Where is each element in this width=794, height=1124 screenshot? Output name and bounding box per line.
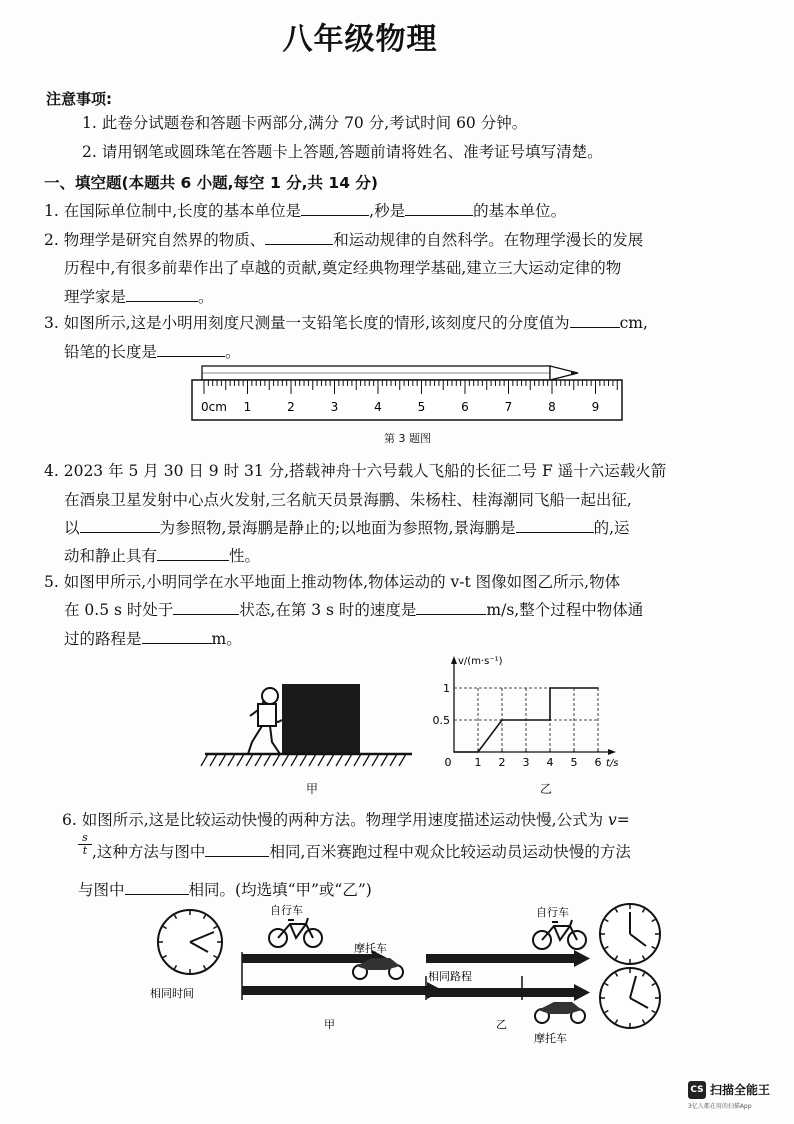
scanner-tagline: 3亿人都在用的扫描App (688, 1102, 752, 1110)
person-pushing (248, 688, 282, 754)
motorbike-label: 摩托车 (534, 1032, 567, 1045)
question-4-line-2: 在酒泉卫星发射中心点火发射,三名航天员景海鹏、朱杨柱、桂海潮同飞船一起出征, (64, 491, 632, 509)
question-6-line-2: ,这种方法与图中 相同,百米赛跑过程中观众比较运动员运动快慢的方法 (92, 843, 631, 861)
answer-blank[interactable] (80, 518, 160, 533)
data-point (477, 751, 479, 753)
ruler-tick-label: 5 (417, 400, 426, 414)
answer-blank[interactable] (516, 518, 594, 533)
ruler-tick-label: 6 (461, 400, 469, 414)
ruler-tick-label: 3 (330, 400, 339, 414)
question-6-line-1: 6. 如图所示,这是比较运动快慢的两种方法。物理学用速度描述运动快慢,公式为 v= (62, 811, 630, 829)
push-box-figure (200, 670, 420, 780)
y-axis-label: v/(m·s⁻¹) (458, 656, 503, 667)
question-3-line-2: 铅笔的长度是 。 (64, 343, 241, 361)
ruler-tick-label: 8 (548, 400, 556, 414)
y-tick-label: 1 (443, 682, 450, 695)
formula-fraction: s t (78, 832, 92, 857)
x-tick-label: 1 (474, 756, 482, 769)
answer-blank[interactable] (301, 201, 369, 216)
vt-chart (432, 640, 640, 775)
answer-blank[interactable] (173, 600, 239, 615)
figure-yi-label: 乙 (540, 782, 553, 796)
x-tick-label: 6 (594, 756, 602, 769)
question-4-line-4: 动和静止具有 性。 (64, 547, 261, 565)
answer-blank[interactable] (570, 313, 620, 328)
answer-blank[interactable] (205, 842, 269, 857)
notice-item-1: 1. 此卷分试题卷和答题卡两部分,满分 70 分,考试时间 60 分钟。 (82, 114, 528, 132)
data-point (453, 751, 455, 753)
data-point (525, 719, 527, 721)
x-tick-label: 2 (498, 756, 506, 769)
clock-icon (600, 904, 660, 964)
ruler-figure (190, 358, 630, 428)
clock-icon (158, 910, 222, 974)
figure-jia-label: 甲 (306, 782, 319, 796)
question-4-line-1: 4. 2023 年 5 月 30 日 9 时 31 分,搭载神舟十六号载人飞船的长征二号 F 遥十六运载火箭 (44, 462, 667, 480)
x-tick-label: 3 (522, 756, 530, 769)
answer-blank[interactable] (157, 342, 225, 357)
ruler-tick-label: 1 (243, 400, 252, 414)
x-axis-label: t/s (606, 758, 619, 769)
question-3-line-1: 3. 如图所示,这是小明用刻度尺测量一支铅笔长度的情形,该刻度尺的分度值为 cm, (44, 314, 648, 332)
notice-item-2: 2. 请用钢笔或圆珠笔在答题卡上答题,答题前请将姓名、准考证号填写清楚。 (82, 143, 603, 161)
same-time-label: 相同时间 (150, 987, 194, 1000)
question-5-line-1: 5. 如图甲所示,小明同学在水平地面上推动物体,物体运动的 v-t 图像如图乙所示,物体 (44, 573, 621, 591)
cs-logo-icon: CS (688, 1081, 706, 1099)
page-title: 八年级物理 (282, 22, 438, 57)
answer-blank[interactable] (265, 230, 333, 245)
section-heading: 一、填空题(本题共 6 小题,每空 1 分,共 14 分) (44, 174, 378, 192)
notice-heading: 注意事项: (46, 90, 112, 108)
bicycle-label: 自行车 (270, 904, 303, 917)
arrows-jia (242, 950, 443, 1000)
scanner-name: 扫描全能王 (710, 1083, 771, 1097)
motorbike-icon (535, 1002, 585, 1023)
question-2-line-1: 2. 物理学是研究自然界的物质、 和运动规律的自然科学。在物理学漫长的发展 (44, 231, 644, 249)
clock-icon (600, 968, 660, 1028)
answer-blank[interactable] (416, 600, 486, 615)
data-point (501, 719, 503, 721)
question-2-line-2: 历程中,有很多前辈作出了卓越的贡献,奠定经典物理学基础,建立三大运动定律的物 (64, 259, 622, 277)
ruler-tick-label: 2 (287, 400, 295, 414)
bicycle-icon (533, 920, 586, 949)
data-point (549, 687, 551, 689)
question-4-line-3: 以 为参照物,景海鹏是静止的;以地面为参照物,景海鹏是 的,运 (64, 519, 630, 537)
data-point (597, 687, 599, 689)
x-tick-label: 4 (546, 756, 554, 769)
bicycle-label: 自行车 (536, 906, 569, 919)
figure-3-caption: 第 3 题图 (384, 432, 431, 445)
figure-yi-label: 乙 (496, 1018, 507, 1031)
scanner-logo (688, 1079, 770, 1110)
pencil (202, 366, 578, 380)
ruler-tick-label: 0cm (201, 400, 227, 414)
data-point (549, 719, 551, 721)
ruler-tick-label: 9 (591, 400, 600, 414)
answer-blank[interactable] (142, 629, 212, 644)
box (282, 684, 360, 754)
answer-blank[interactable] (126, 287, 198, 302)
question-6-line-3: 与图中 相同。(均选填“甲”或“乙”) (78, 881, 372, 899)
speed-comparison-figure (150, 900, 670, 1050)
question-5-line-3: 过的路程是 m。 (64, 630, 242, 648)
answer-blank[interactable] (405, 201, 473, 216)
ruler-tick-label: 4 (374, 400, 382, 414)
question-5-line-2: 在 0.5 s 时处于 状态,在第 3 s 时的速度是 m/s,整个过程中物体通 (64, 601, 644, 619)
answer-blank[interactable] (125, 880, 189, 895)
x-tick-label: 0 (444, 756, 452, 769)
answer-blank[interactable] (157, 546, 229, 561)
same-distance-label: 相同路程 (428, 970, 472, 983)
y-tick-label: 0.5 (432, 714, 450, 727)
ruler-tick-label: 7 (504, 400, 513, 414)
bicycle-icon (269, 918, 322, 947)
ground-hatch (201, 754, 406, 766)
figure-jia-label: 甲 (324, 1018, 335, 1031)
motorbike-label: 摩托车 (354, 942, 387, 955)
x-tick-label: 5 (570, 756, 578, 769)
question-2-line-3: 理学家是 。 (64, 288, 214, 306)
question-1: 1. 在国际单位制中,长度的基本单位是 ,秒是 的基本单位。 (44, 202, 567, 220)
